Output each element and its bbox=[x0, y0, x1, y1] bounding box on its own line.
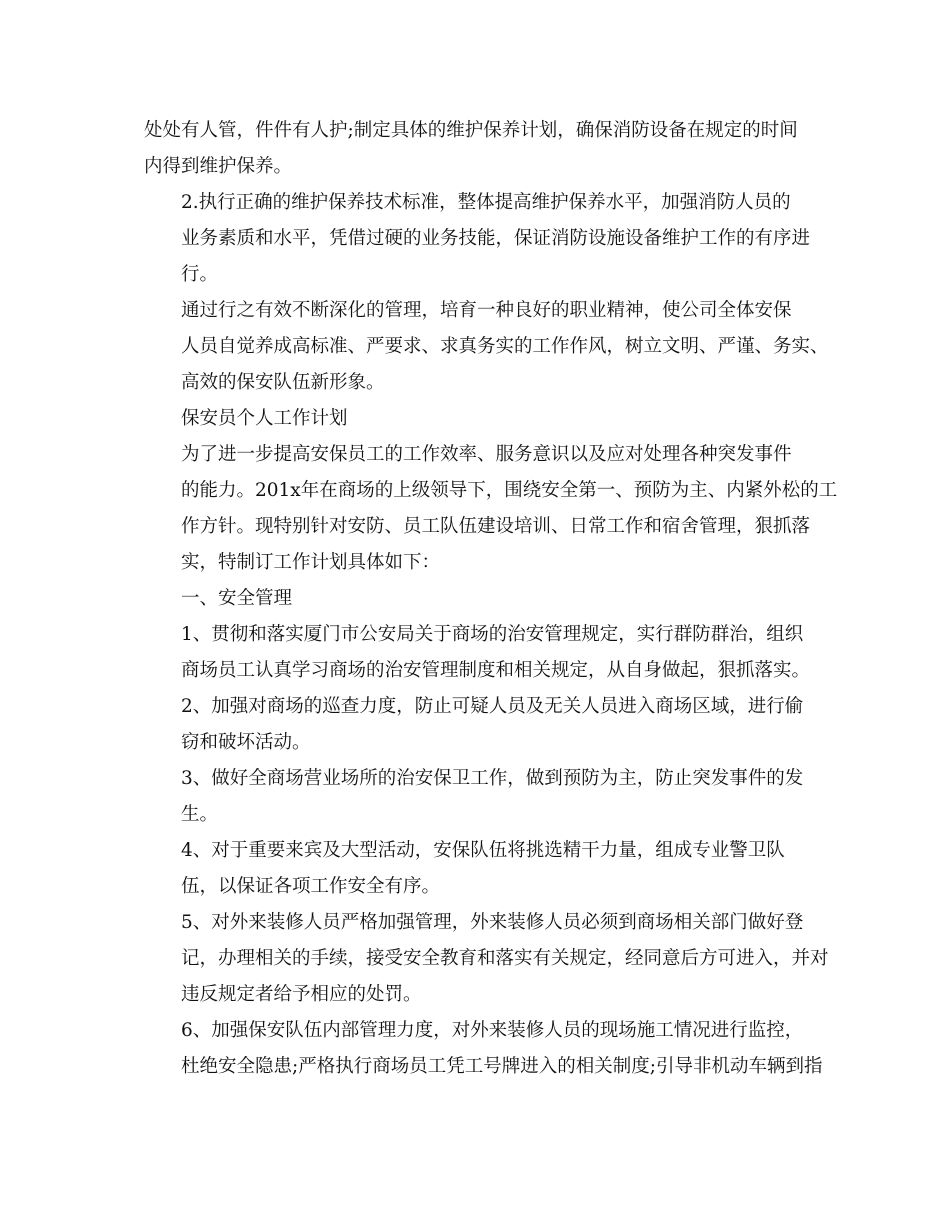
text-line: 杜绝安全隐患;严格执行商场员工凭工号牌进入的相关制度;引导非机动车辆到指 bbox=[181, 1056, 823, 1077]
text-line: 窃和破坏活动。 bbox=[181, 732, 311, 753]
paragraph bbox=[144, 581, 809, 617]
text-line: 商场员工认真学习商场的治安管理制度和相关规定，从自身做起，狠抓落实。 bbox=[181, 660, 811, 681]
paragraph bbox=[144, 401, 809, 437]
text-line: 5、对外来装修人员严格加强管理，外来装修人员必须到商场相关部门做好登 bbox=[181, 912, 804, 933]
text-line: 实，特制订工作计划具体如下： bbox=[181, 552, 441, 573]
text-line: 保安员个人工作计划 bbox=[181, 408, 348, 429]
text-line: 内得到维护保养。 bbox=[144, 156, 293, 177]
paragraph bbox=[144, 617, 809, 689]
text-line: 6、加强保安队伍内部管理力度，对外来装修人员的现场施工情况进行监控， bbox=[181, 1020, 804, 1041]
text-line: 为了进一步提高安保员工的工作效率、服务意识以及应对处理各种突发事件 bbox=[181, 444, 792, 465]
paragraph bbox=[144, 1013, 823, 1085]
paragraph bbox=[144, 689, 809, 761]
text-line: 4、对于重要来宾及大型活动，安保队伍将挑选精干力量，组成专业警卫队 bbox=[181, 840, 785, 861]
text-line: 生。 bbox=[181, 804, 219, 825]
text-line: 作方针。现特别针对安防、员工队伍建设培训、日常工作和宿舍管理，狠抓落 bbox=[181, 516, 811, 537]
text-line: 记，办理相关的手续，接受安全教育和落实有关规定，经同意后方可进入，并对 bbox=[181, 948, 829, 969]
paragraph bbox=[144, 761, 809, 833]
paragraph bbox=[144, 113, 809, 185]
paragraph bbox=[144, 293, 829, 401]
text-line: 2、加强对商场的巡查力度，防止可疑人员及无关人员进入商场区域，进行偷 bbox=[181, 696, 804, 717]
text-line: 业务素质和水平，凭借过硬的业务技能，保证消防设施设备维护工作的有序进 bbox=[181, 228, 811, 249]
text-line: 1、贯彻和落实厦门市公安局关于商场的治安管理规定，实行群防群治，组织 bbox=[181, 624, 804, 645]
text-line: 2.执行正确的维护保养技术标准，整体提高维护保养水平，加强消防人员的 bbox=[181, 192, 791, 213]
paragraph bbox=[144, 185, 809, 293]
text-line: 一、安全管理 bbox=[181, 588, 293, 609]
text-line: 处处有人管，件件有人护;制定具体的维护保养计划，确保消防设备在规定的时间 bbox=[144, 120, 798, 141]
text-line: 的能力。201x年在商场的上级领导下，围绕安全第一、预防为主、内紧外松的工 bbox=[181, 480, 838, 501]
text-line: 行。 bbox=[181, 264, 219, 285]
text-line: 3、做好全商场营业场所的治安保卫工作，做到预防为主，防止突发事件的发 bbox=[181, 768, 804, 789]
text-line: 伍，以保证各项工作安全有序。 bbox=[181, 876, 441, 897]
text-line: 人员自觉养成高标准、严要求、求真务实的工作作风，树立文明、严谨、务实、 bbox=[181, 336, 829, 357]
paragraph bbox=[144, 833, 809, 905]
paragraph bbox=[144, 437, 838, 581]
text-line: 违反规定者给予相应的处罚。 bbox=[181, 984, 422, 1005]
document-body bbox=[144, 113, 838, 1085]
paragraph bbox=[144, 905, 829, 1013]
text-line: 通过行之有效不断深化的管理，培育一种良好的职业精神，使公司全体安保 bbox=[181, 300, 792, 321]
text-line: 高效的保安队伍新形象。 bbox=[181, 372, 385, 393]
